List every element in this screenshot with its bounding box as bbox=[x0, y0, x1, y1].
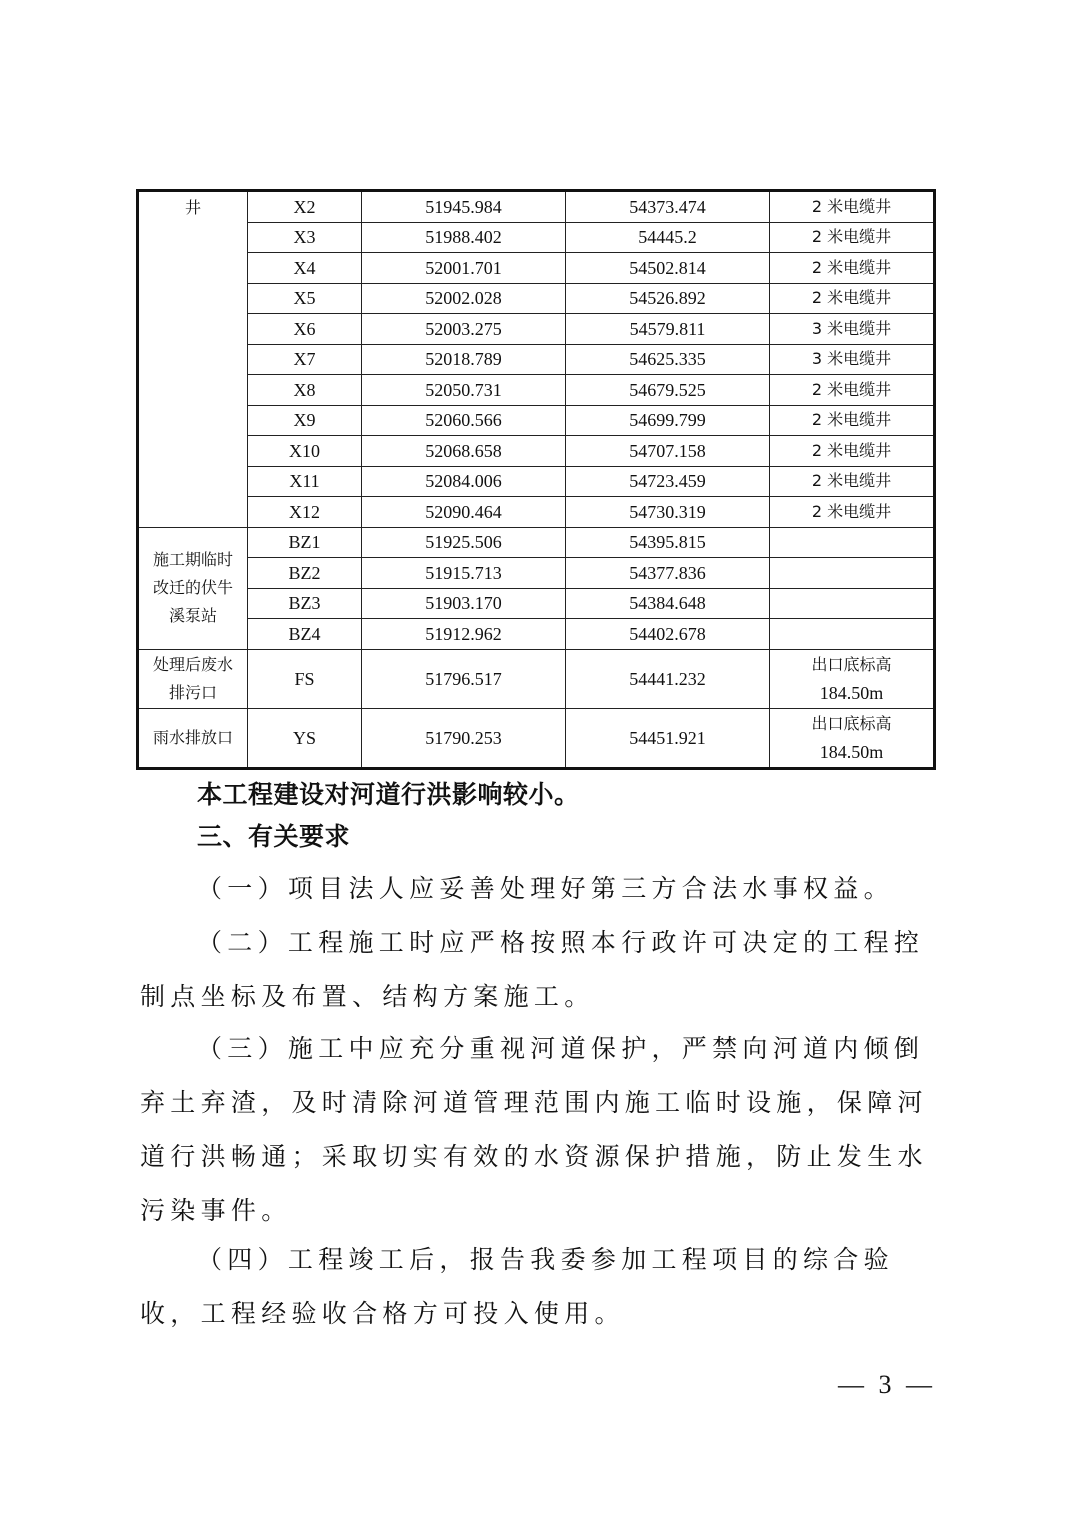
x-coordinate-cell: 51988.402 bbox=[362, 222, 566, 253]
x-coordinate-cell: 52084.006 bbox=[362, 466, 566, 497]
y-coordinate-cell: 54526.892 bbox=[566, 283, 770, 314]
point-id-cell: BZ3 bbox=[248, 588, 362, 619]
category-label-line: 雨水排放口 bbox=[152, 727, 233, 747]
x-coordinate-cell: 52018.789 bbox=[362, 344, 566, 375]
table-row bbox=[138, 344, 935, 375]
y-coordinate-cell: 54679.525 bbox=[566, 375, 770, 406]
y-coordinate-cell: 54402.678 bbox=[566, 619, 770, 650]
note-cell bbox=[770, 527, 935, 558]
x-coordinate-cell: 52002.028 bbox=[362, 283, 566, 314]
table-row bbox=[138, 588, 935, 619]
note-cell: 2 米电缆井 bbox=[770, 283, 935, 314]
note-elevation: 184.50m bbox=[819, 741, 884, 762]
note-cell: 3 米电缆井 bbox=[770, 314, 935, 345]
note-elevation: 184.50m bbox=[819, 682, 884, 703]
table-row bbox=[138, 436, 935, 467]
point-id-cell: X9 bbox=[248, 405, 362, 436]
table-row bbox=[138, 619, 935, 650]
category-cell bbox=[138, 527, 248, 649]
y-coordinate-cell: 54441.232 bbox=[566, 649, 770, 708]
y-coordinate-cell: 54373.474 bbox=[566, 191, 770, 223]
note-line: 出口底标高 bbox=[811, 654, 892, 674]
table-row bbox=[138, 283, 935, 314]
conclusion-text: 本工程建设对河道行洪影响较小。 bbox=[197, 780, 580, 809]
table-row bbox=[138, 527, 935, 558]
table-row bbox=[138, 466, 935, 497]
point-id-cell: BZ4 bbox=[248, 619, 362, 650]
table-row bbox=[138, 497, 935, 528]
x-coordinate-cell: 52068.658 bbox=[362, 436, 566, 467]
point-id-cell: FS bbox=[248, 649, 362, 708]
note-cell: 2 米电缆井 bbox=[770, 466, 935, 497]
y-coordinate-cell: 54445.2 bbox=[566, 222, 770, 253]
point-id-cell: X4 bbox=[248, 253, 362, 284]
y-coordinate-cell: 54723.459 bbox=[566, 466, 770, 497]
point-id-cell: YS bbox=[248, 708, 362, 768]
point-id-cell: BZ1 bbox=[248, 527, 362, 558]
category-label-line: 处理后废水 bbox=[152, 654, 233, 674]
point-id-cell: X11 bbox=[248, 466, 362, 497]
point-id-cell: X5 bbox=[248, 283, 362, 314]
point-id-cell: BZ2 bbox=[248, 558, 362, 589]
point-id-cell: X8 bbox=[248, 375, 362, 406]
x-coordinate-cell: 51912.962 bbox=[362, 619, 566, 650]
x-coordinate-cell: 52090.464 bbox=[362, 497, 566, 528]
y-coordinate-cell: 54625.335 bbox=[566, 344, 770, 375]
x-coordinate-cell: 51903.170 bbox=[362, 588, 566, 619]
table-row bbox=[138, 649, 935, 708]
table-row bbox=[138, 708, 935, 768]
point-id-cell: X7 bbox=[248, 344, 362, 375]
note-cell: 2 米电缆井 bbox=[770, 405, 935, 436]
y-coordinate-cell: 54451.921 bbox=[566, 708, 770, 768]
control-point-coordinates-table bbox=[136, 189, 936, 770]
category-label-line: 溪泵站 bbox=[168, 606, 217, 625]
note-cell: 2 米电缆井 bbox=[770, 497, 935, 528]
category-label-line: 排污口 bbox=[168, 682, 217, 702]
note-cell bbox=[770, 619, 935, 650]
table-row bbox=[138, 405, 935, 436]
note-cell bbox=[770, 588, 935, 619]
note-cell bbox=[770, 649, 935, 708]
requirement-item-4: （四）工程竣工后，报告我委参加工程项目的综合验收，工程经验收合格方可投入使用。 bbox=[140, 1245, 894, 1328]
x-coordinate-cell: 52050.731 bbox=[362, 375, 566, 406]
point-id-cell: X3 bbox=[248, 222, 362, 253]
note-cell: 3 米电缆井 bbox=[770, 344, 935, 375]
point-id-cell: X10 bbox=[248, 436, 362, 467]
table-row bbox=[138, 558, 935, 589]
note-cell: 2 米电缆井 bbox=[770, 436, 935, 467]
table-row bbox=[138, 253, 935, 284]
note-cell: 2 米电缆井 bbox=[770, 253, 935, 284]
table-row bbox=[138, 314, 935, 345]
category-label-line: 改迁的伏牛 bbox=[152, 578, 233, 597]
note-cell bbox=[770, 558, 935, 589]
x-coordinate-cell: 51925.506 bbox=[362, 527, 566, 558]
point-id-cell: X2 bbox=[248, 191, 362, 223]
category-label: 井 bbox=[184, 198, 201, 217]
y-coordinate-cell: 54730.319 bbox=[566, 497, 770, 528]
category-cell bbox=[138, 649, 248, 708]
y-coordinate-cell: 54502.814 bbox=[566, 253, 770, 284]
note-cell: 2 米电缆井 bbox=[770, 222, 935, 253]
y-coordinate-cell: 54377.836 bbox=[566, 558, 770, 589]
y-coordinate-cell: 54395.815 bbox=[566, 527, 770, 558]
table-row bbox=[138, 375, 935, 406]
point-id-cell: X12 bbox=[248, 497, 362, 528]
table-row bbox=[138, 191, 935, 223]
requirement-item-3: （三）施工中应充分重视河道保护，严禁向河道内倾倒弃土弃渣，及时清除河道管理范围内施工临时设施，保障河道行洪畅通；采取切实有效的水资源保护措施，防止发生水污染事件。 bbox=[140, 1034, 928, 1225]
x-coordinate-cell: 51790.253 bbox=[362, 708, 566, 768]
category-label-line: 施工期临时 bbox=[152, 550, 233, 569]
requirement-item-2: （二）工程施工时应严格按照本行政许可决定的工程控制点坐标及布置、结构方案施工。 bbox=[140, 928, 925, 1011]
point-id-cell: X6 bbox=[248, 314, 362, 345]
x-coordinate-cell: 52001.701 bbox=[362, 253, 566, 284]
x-coordinate-cell: 51945.984 bbox=[362, 191, 566, 223]
x-coordinate-cell: 51915.713 bbox=[362, 558, 566, 589]
note-cell bbox=[770, 708, 935, 768]
category-cell bbox=[138, 708, 248, 768]
note-cell: 2 米电缆井 bbox=[770, 375, 935, 406]
y-coordinate-cell: 54384.648 bbox=[566, 588, 770, 619]
page-number: — 3 — bbox=[838, 1370, 936, 1399]
table-row bbox=[138, 222, 935, 253]
x-coordinate-cell: 52060.566 bbox=[362, 405, 566, 436]
note-line: 出口底标高 bbox=[811, 713, 892, 733]
x-coordinate-cell: 52003.275 bbox=[362, 314, 566, 345]
section-heading: 三、有关要求 bbox=[197, 822, 351, 851]
note-cell: 2 米电缆井 bbox=[770, 191, 935, 223]
y-coordinate-cell: 54579.811 bbox=[566, 314, 770, 345]
y-coordinate-cell: 54707.158 bbox=[566, 436, 770, 467]
requirement-item-1: （一）项目法人应妥善处理好第三方合法水事权益。 bbox=[197, 874, 894, 903]
x-coordinate-cell: 51796.517 bbox=[362, 649, 566, 708]
y-coordinate-cell: 54699.799 bbox=[566, 405, 770, 436]
category-cell bbox=[138, 191, 248, 528]
